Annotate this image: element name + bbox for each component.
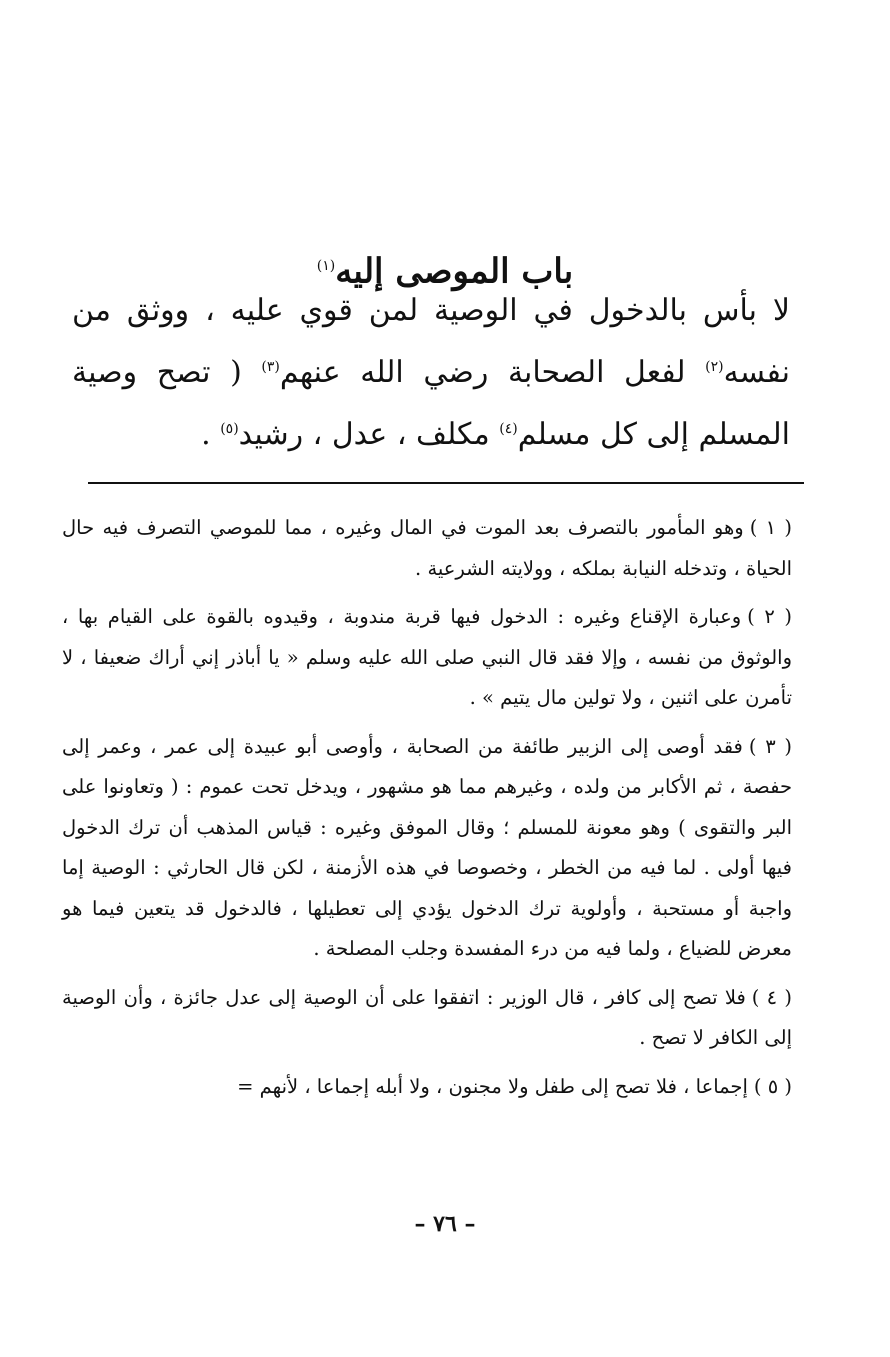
footnote-text: فقد أوصى إلى الزبير طائفة من الصحابة ، وأوصى أبو عبيدة إلى عمر ، وعمر إلى حفصة ، ثم الأكابر من ولده ، وغيرهم مما هو مشهور ، ويدخل تحت عموم : ( وتعاونوا على البر والتقوى ) وهو معونة للمسلم ؛ وقال الموفق وغيره : قياس المذهب أن ترك الدخول فيها أولى . لما فيه من الخطر ، وخصوصا في هذه الأزمنة ، لكن قال الحارثي : الوصية إما واجبة أو مستحبة ، وأولوية ترك الدخول يؤدي إلى تعطيلها ، فالدخول قد يتعين فيما هو معرض للضياع ، ولما فيه من درء المفسدة وجلب المصلحة . <box>62 734 792 960</box>
footnote-5 <box>62 1067 792 1108</box>
page-number: – ٧٦ – <box>414 1211 476 1237</box>
footnote-text: إجماعا ، فلا تصح إلى طفل ولا مجنون ، ولا أبله إجماعا ، لأنهم = <box>237 1074 748 1098</box>
footnote-number: ( ٤ ) <box>751 985 793 1009</box>
main-text-part-1: لا بأس بالدخول في الوصية لمن قوي عليه ، ووثق من نفسه <box>72 293 791 390</box>
footnote-text: فلا تصح إلى كافر ، قال الوزير : اتفقوا على أن الوصية إلى عدل جائزة ، وأن الوصية إلى الكافر لا تصح . <box>62 985 792 1049</box>
footnote-2 <box>62 597 792 719</box>
main-text-part-2: لفعل الصحابة رضي الله عنهم <box>279 355 706 390</box>
footnote-ref-2: (٢) <box>705 359 724 375</box>
footnote-number: ( ٢ ) <box>747 605 792 628</box>
footnote-4 <box>62 978 792 1059</box>
footnote-number: ( ٥ ) <box>753 1074 792 1098</box>
footnote-ref-4: (٤) <box>499 421 518 437</box>
main-text-part-4: مكلف ، عدل ، رشيد <box>238 417 500 452</box>
main-text <box>72 282 790 463</box>
footnote-3 <box>62 727 792 970</box>
footnote-ref-5: (٥) <box>220 421 239 437</box>
footnote-separator <box>88 482 804 484</box>
main-paragraph <box>72 282 790 463</box>
footnote-ref-1: (١) <box>316 257 336 274</box>
footnote-text: وعبارة الإقناع وغيره : الدخول فيها قربة مندوبة ، وقيدوه بالقوة على القيام بها ، والوثوق من نفسه ، وإلا فقد قال النبي صلى الله عليه وسلم « يا أباذر إني أراك ضعيفا ، لا تأمرن على اثنين ، ولا تولين مال يتيم » . <box>62 605 792 709</box>
footnote-text: وهو المأمور بالتصرف بعد الموت في المال وغيره ، مما للموصي التصرف فيه حال الحياة ، وتدخله النيابة بملكه ، وولايته الشرعية . <box>62 516 792 580</box>
footnote-1 <box>62 508 792 589</box>
chapter-title-text: باب الموصى إليه <box>335 251 574 292</box>
main-text-part-5: . <box>201 417 221 452</box>
main-text-part-3: ( تصح وصية المسلم إلى كل مسلم <box>72 355 790 452</box>
footnote-ref-3: (٣) <box>261 359 280 375</box>
footnotes-section <box>62 508 792 1115</box>
footnote-number: ( ١ ) <box>749 516 793 539</box>
footnote-number: ( ٣ ) <box>748 734 792 758</box>
